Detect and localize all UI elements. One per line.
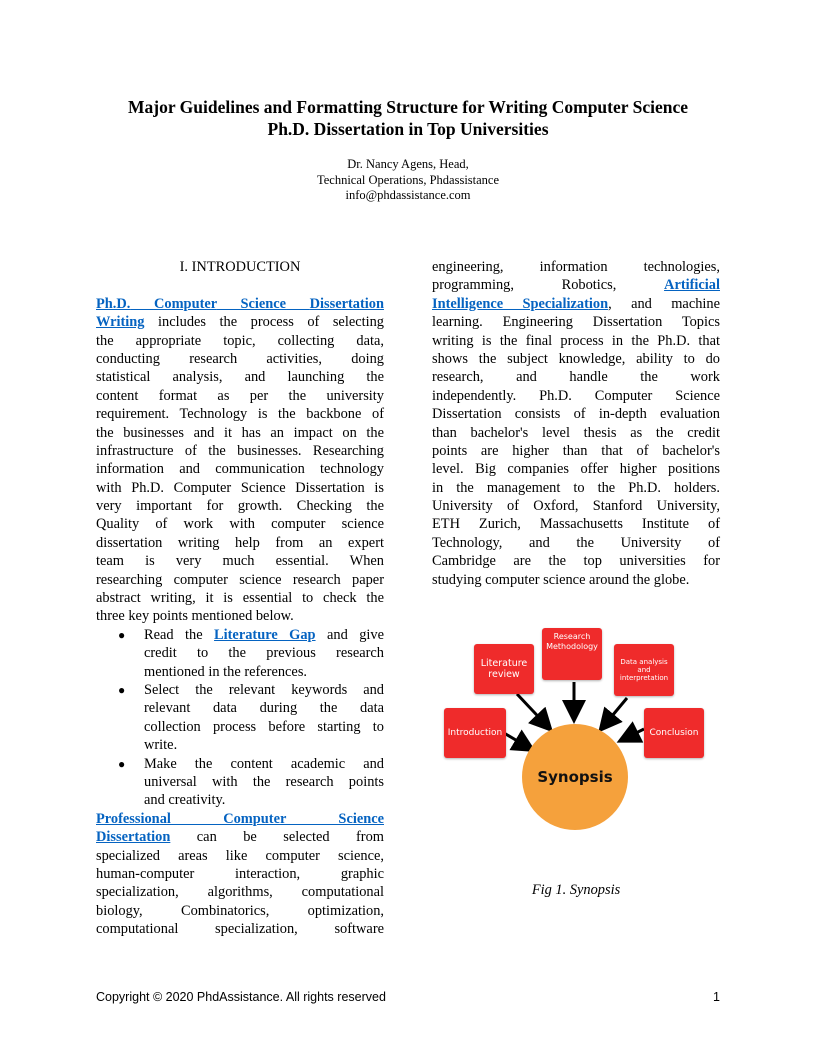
bullet-item: ● Make the content academic and — [118, 755, 384, 772]
section-heading: I. INTRODUCTION — [179, 259, 301, 275]
bullet-line: relevant data during the data — [144, 700, 384, 717]
paragraph-line: the businesses and it has an impact on the — [96, 424, 384, 441]
bullet-line: write. — [144, 737, 178, 754]
paragraph-line: statistical analysis, and launching the — [96, 369, 384, 386]
paragraph-line: conducting research activities, doing — [96, 350, 384, 367]
paragraph-line: in the management to the Ph.D. holders. — [432, 479, 720, 496]
introduction-box: Introduction — [444, 708, 506, 758]
paragraph-line: the appropriate topic, collecting data, — [96, 332, 384, 349]
paragraph-line: team is very much essential. When — [96, 553, 384, 570]
paragraph-line: Cambridge are the top universities for — [432, 553, 720, 570]
synopsis-figure — [432, 622, 720, 852]
page-number: 1 — [713, 990, 720, 1004]
literature-review-box: Literature review — [474, 644, 534, 694]
paragraph-line: Dissertation consists of in-depth evaluation — [432, 406, 720, 423]
paragraph-line: Intelligence Specialization, and machine — [432, 295, 720, 312]
synopsis-circle: Synopsis — [522, 724, 628, 830]
paragraph-line: than bachelor's level thesis as the credit — [432, 424, 720, 441]
arrow-literature — [517, 694, 549, 728]
bullet-icon: ● — [118, 627, 126, 642]
paper-title-line-1: Major Guidelines and Formatting Structure for Writing Computer Science — [128, 97, 688, 117]
paper-title — [60, 96, 756, 140]
bullet-item: ● Select the relevant keywords and — [118, 681, 384, 698]
paragraph-line: engineering, information technologies, — [432, 259, 720, 275]
dissertation-writing-link[interactable]: Ph.D. Computer Science Dissertation — [96, 295, 384, 312]
author-block — [158, 157, 658, 204]
page-footer — [96, 990, 720, 1004]
paragraph-line: with Ph.D. Computer Science Dissertation is — [96, 479, 384, 496]
paragraph-line: studying computer science around the globe. — [432, 571, 690, 588]
paragraph-line: content format as per the university — [96, 387, 384, 404]
left-column — [96, 258, 384, 938]
bullet-line: credit to the previous research — [144, 645, 384, 662]
paragraph-line: dissertation writing help from an expert — [96, 534, 384, 551]
research-methodology-box: Research Methodology — [542, 628, 602, 680]
paragraph-line: learning. Engineering Dissertation Topics — [432, 314, 720, 331]
author-name: Dr. Nancy Agens, Head, — [347, 157, 469, 171]
paragraph-line: independently. Ph.D. Computer Science — [432, 387, 720, 404]
bullet-icon: ● — [118, 756, 126, 771]
bullet-icon: ● — [118, 682, 126, 697]
figure-caption: Fig 1. Synopsis — [531, 882, 621, 898]
bullet-line: collection process before starting to — [144, 718, 384, 735]
paragraph-line: very important for growth. Checking the — [96, 498, 384, 515]
paragraph-line: writing is the final process in the Ph.D. that — [432, 332, 720, 349]
paragraph-line — [96, 810, 384, 828]
paragraph-line: infrastructure of the businesses. Researching — [96, 442, 384, 459]
paragraph-line: ETH Zurich, Massachusetts Institute of — [432, 516, 720, 533]
paragraph-line — [96, 295, 384, 313]
author-affiliation: Technical Operations, Phdassistance — [316, 172, 500, 187]
paragraph-line: researching computer science research paper — [96, 571, 384, 588]
paragraph-line: requirement. Technology is the backbone of — [96, 406, 384, 423]
ai-specialization-link-cont[interactable]: Intelligence Specialization — [432, 295, 609, 312]
author-email: info@phdassistance.com — [345, 188, 471, 202]
paragraph-line: points are higher than that of bachelor's — [432, 442, 720, 459]
paper-title-line-2: Ph.D. Dissertation in Top Universities — [267, 119, 549, 139]
bullet-item: ● Read the Literature Gap and give — [118, 626, 384, 643]
data-analysis-box: Data analysis and interpretation — [614, 644, 674, 696]
paragraph-line: human-computer interaction, graphic — [96, 865, 384, 882]
bullet-line: and creativity. — [144, 792, 226, 809]
paragraph-line: Writing includes the process of selecting — [96, 314, 384, 331]
paragraph-line: Dissertation can be selected from — [96, 829, 384, 846]
paragraph-line: level. Big companies offer higher positions — [432, 461, 720, 478]
arrow-analysis — [602, 698, 627, 728]
paragraph-line: Technology, and the University of — [432, 534, 720, 551]
paragraph-line: computational specialization, software — [96, 921, 384, 938]
professional-dissertation-link[interactable]: Professional Computer Science — [96, 810, 384, 827]
literature-gap-link[interactable]: Literature Gap — [214, 626, 316, 643]
paragraph-line: three key points mentioned below. — [96, 608, 294, 625]
paragraph-line: specialized areas like computer science, — [96, 847, 384, 864]
ai-specialization-link[interactable]: Artificial — [664, 277, 720, 294]
paragraph-line: abstract writing, it is essential to check the — [96, 590, 384, 607]
copyright-text: Copyright © 2020 PhdAssistance. All rights reserved — [96, 990, 386, 1004]
paragraph-line: specialization, algorithms, computational — [96, 884, 384, 901]
bullet-line: universal with the research points — [144, 773, 384, 790]
right-column — [432, 258, 720, 589]
arrow-conclusion — [622, 729, 644, 740]
bullet-line: mentioned in the references. — [144, 663, 308, 680]
paragraph-line: programming, Robotics, Artificial — [432, 277, 720, 294]
conclusion-box: Conclusion — [644, 708, 704, 758]
arrow-introduction — [504, 733, 531, 749]
spacer — [96, 276, 384, 294]
professional-dissertation-link-cont[interactable]: Dissertation — [96, 829, 171, 846]
paragraph-line: research, and handle the work — [432, 369, 720, 386]
paragraph-line: shows the subject knowledge, ability to do — [432, 350, 720, 367]
paragraph-line: information and communication technology — [96, 461, 384, 478]
paragraph-line: Quality of work with computer science — [96, 516, 384, 533]
dissertation-writing-link-cont[interactable]: Writing — [96, 314, 145, 331]
paragraph-line: University of Oxford, Stanford University, — [432, 498, 720, 515]
paragraph-line: biology, Combinatorics, optimization, — [96, 902, 384, 919]
